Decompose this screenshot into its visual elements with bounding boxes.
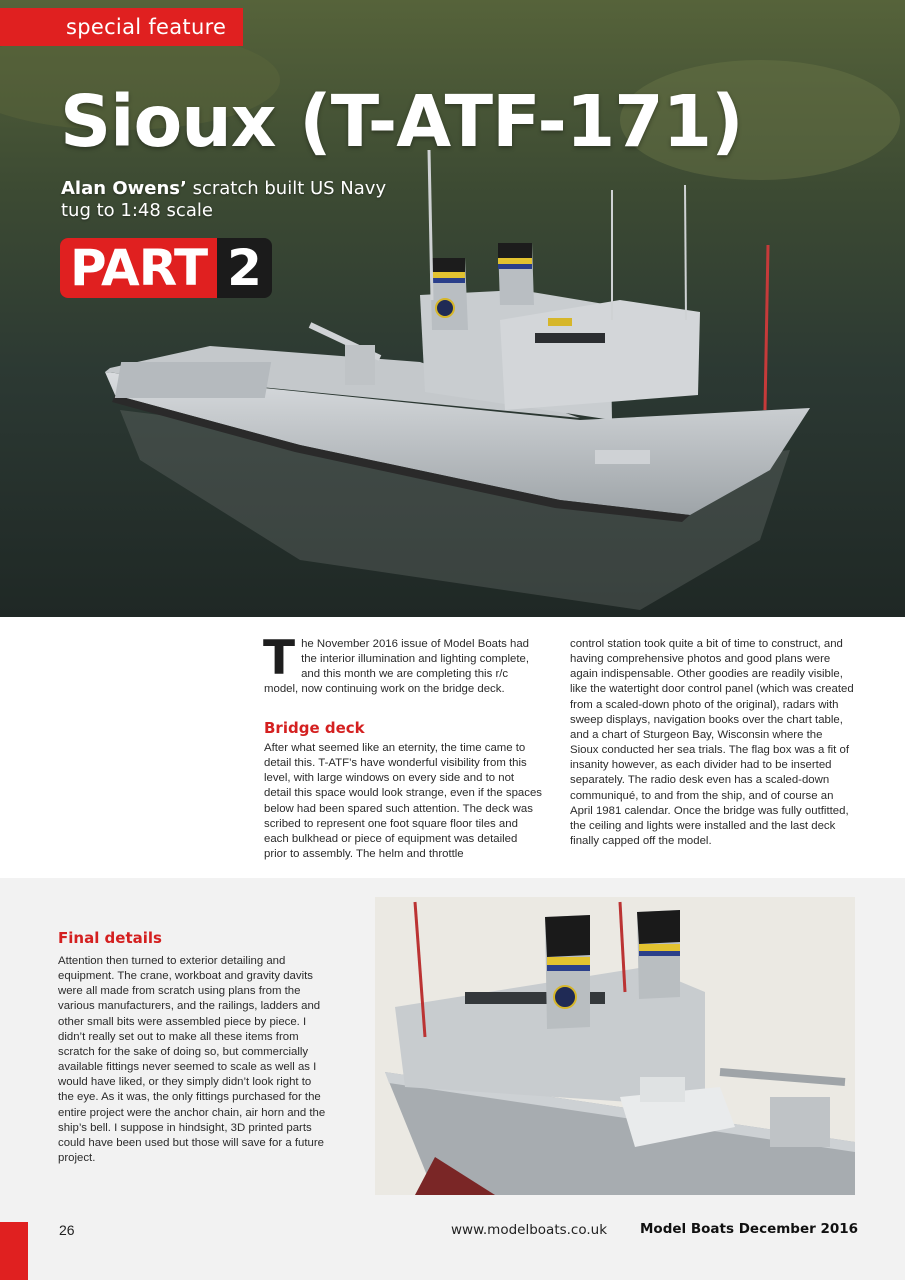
bridge-paragraph: After what seemed like an eternity, the time came to detail this. T-ATF’s have wonderful visibility from this level, with large windows on every side and to not detail this space would look strange, even if the spaces below had been spared such attention. The deck was scribed to represent one foot square floor tiles and each bulkhead or piece of equipment was detailed prior to assembly. The helm and throttle — [264, 742, 542, 861]
subtitle-text: scratch built US Navy tug to 1:48 scale — [61, 178, 387, 221]
part-label: PART — [60, 238, 217, 298]
part-number: 2 — [227, 239, 262, 297]
intro-paragraph — [263, 631, 542, 698]
website-url[interactable]: www.modelboats.co.uk — [451, 1222, 608, 1238]
drop-cap: T — [263, 631, 296, 686]
intro-text: he November 2016 issue of Model Boats had the interior illumination and lighting complete, and this month we are completing this r/c model, now continuing work on the bridge deck. — [264, 638, 530, 696]
bridge-deck-text — [264, 741, 542, 862]
footer-accent-bar — [0, 1222, 28, 1280]
ship-detail-photo — [375, 897, 855, 1195]
column-two — [570, 637, 854, 849]
subtitle-author: Alan Owens’ — [61, 178, 187, 199]
column-two-text: control station took quite a bit of time to construct, and having comprehensive photos and good plans were again indispensable. Other goodies are readily visible, like the watertight door control panel (which was created from a scaled-down photo of the original), radars with sweep displays, navigation books over the chart table, and a chart of Sturgeon Bay, Wisconsin where the Sioux conducted her sea trials. The flag box was a fit of insanity however, as each divider had to be inserted separately. The radio desk even has a scaled-down communiqué, to and from the ship, and of course an April 1981 calendar. Once the bridge was fully outfitted, the ceiling and lights were installed and the last deck finally capped off the model. — [570, 638, 854, 848]
article-title: Sioux (T-ATF-171) — [60, 80, 743, 163]
bridge-deck-heading: Bridge deck — [264, 719, 365, 737]
hero-photo — [0, 0, 905, 617]
section-tag: special feature — [0, 8, 243, 46]
article-subtitle — [61, 178, 391, 222]
final-details-heading: Final details — [58, 929, 162, 947]
magazine-issue: Model Boats December 2016 — [640, 1221, 859, 1237]
final-paragraph: Attention then turned to exterior detailing and equipment. The crane, workboat and gravity davits were all made from scratch using plans from the various manufacturers, and the railings, ladders and other small bits were assembled piece by piece. I didn’t really set out to make all these items from scratch for the sake of doing so, but commercially available fittings never seemed to scale as well as I would have liked, or they simply didn’t look right to the eye. As it was, the only fittings purchased for the entire project were the anchor chain, air horn and the ship’s bell. I suppose in hindsight, 3D printed parts could have been used but those will save for a future project. — [58, 955, 326, 1165]
part-badge — [60, 238, 272, 298]
final-details-text — [58, 954, 330, 1166]
page-number: 26 — [59, 1222, 75, 1238]
ship-detail-illustration — [375, 897, 855, 1195]
